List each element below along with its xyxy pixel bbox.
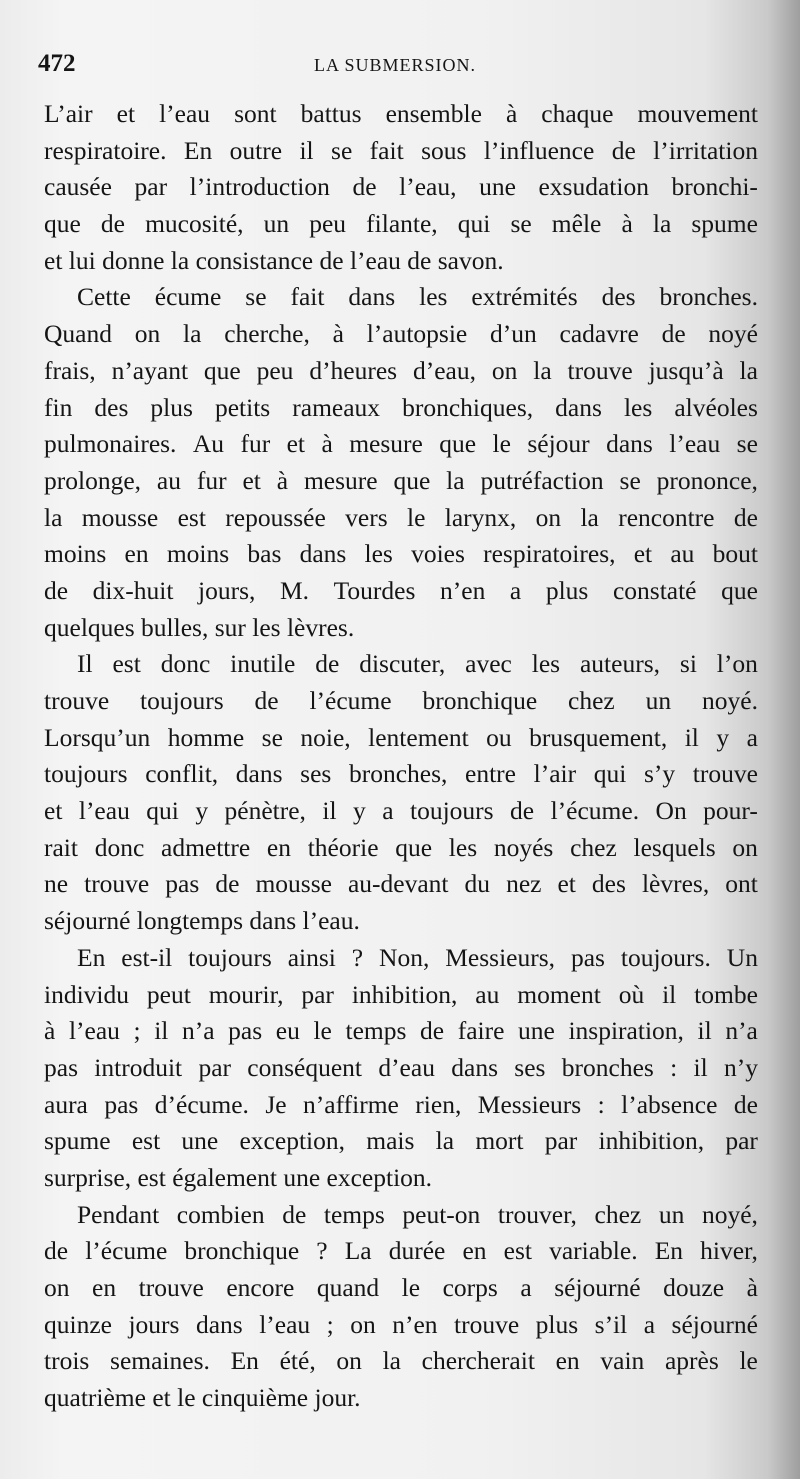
text-line: fin des plus petits rameaux bronchiques, dans les alvéoles [44, 392, 758, 422]
text-line: quatrième et le cinquième jour. [44, 1383, 361, 1413]
text-line: toujours conflit, dans ses bronches, entre l’air qui s’y trouve [44, 759, 758, 789]
text-line: individu peut mourir, par inhibition, au moment où il tombe [44, 979, 758, 1009]
text-line: quinze jours dans l’eau ; on n’en trouve plus s’il a séjourné [44, 1309, 758, 1339]
text-line: Pendant combien de temps peut-on trouver, chez un noyé, [77, 1199, 758, 1229]
text-line: et lui donne la consistance de l’eau de savon. [44, 245, 504, 275]
text-line: séjourné longtemps dans l’eau. [44, 906, 360, 936]
text-line: prolonge, au fur et à mesure que la putréfaction se prononce, [44, 465, 758, 495]
text-line: moins en moins bas dans les voies respiratoires, et au bout [44, 539, 758, 569]
text-line: pulmonaires. Au fur et à mesure que le séjour dans l’eau se [44, 429, 758, 459]
text-line: respiratoire. En outre il se fait sous l’influence de l’irritation [44, 135, 758, 165]
text-line: de dix-huit jours, M. Tourdes n’en a plus constaté que [44, 575, 758, 605]
text-line: la mousse est repoussée vers le larynx, on la rencontre de [44, 502, 758, 532]
body-text [44, 96, 758, 1417]
text-line: En est-il toujours ainsi ? Non, Messieurs, pas toujours. Un [77, 942, 758, 972]
text-line: Lorsqu’un homme se noie, lentement ou brusquement, il y a [44, 722, 758, 752]
page-number: 472 [38, 50, 76, 77]
text-line: à l’eau ; il n’a pas eu le temps de faire une inspiration, il n’a [44, 1016, 758, 1046]
text-line: de l’écume bronchique ? La durée en est variable. En hiver, [44, 1236, 758, 1266]
text-line: que de mucosité, un peu filante, qui se mêle à la spume [44, 209, 758, 239]
text-line: causée par l’introduction de l’eau, une exsudation bronchi- [44, 172, 758, 202]
page-header [38, 44, 758, 84]
text-line: Quand on la cherche, à l’autopsie d’un cadavre de noyé [44, 319, 758, 349]
text-line: aura pas d’écume. Je n’affirme rien, Messieurs : l’absence de [44, 1089, 758, 1119]
text-line: spume est une exception, mais la mort par inhibition, par [44, 1126, 758, 1156]
text-line: trouve toujours de l’écume bronchique chez un noyé. [44, 686, 758, 715]
running-title: LA SUBMERSION. [314, 55, 477, 75]
text-line: trois semaines. En été, on la chercherait en vain après le [44, 1346, 758, 1376]
text-line: frais, n’ayant que peu d’heures d’eau, on la trouve jusqu’à la [44, 355, 758, 385]
text-line: on en trouve encore quand le corps a séjourné douze à [44, 1273, 758, 1302]
text-line: et l’eau qui y pénètre, il y a toujours de l’écume. On pour- [44, 796, 758, 826]
text-line: Cette écume se fait dans les extrémités des bronches. [77, 282, 758, 312]
text-line: pas introduit par conséquent d’eau dans ses bronches : il n’y [44, 1052, 758, 1082]
text-line: quelques bulles, sur les lèvres. [44, 612, 355, 642]
text-line: surprise, est également une exception. [44, 1162, 433, 1192]
text-line: L’air et l’eau sont battus ensemble à chaque mouvement [44, 99, 758, 128]
text-line: ne trouve pas de mousse au-devant du nez et des lèvres, ont [44, 869, 758, 899]
text-line: Il est donc inutile de discuter, avec les auteurs, si l’on [77, 649, 758, 679]
text-line: rait donc admettre en théorie que les noyés chez lesquels on [44, 832, 758, 862]
